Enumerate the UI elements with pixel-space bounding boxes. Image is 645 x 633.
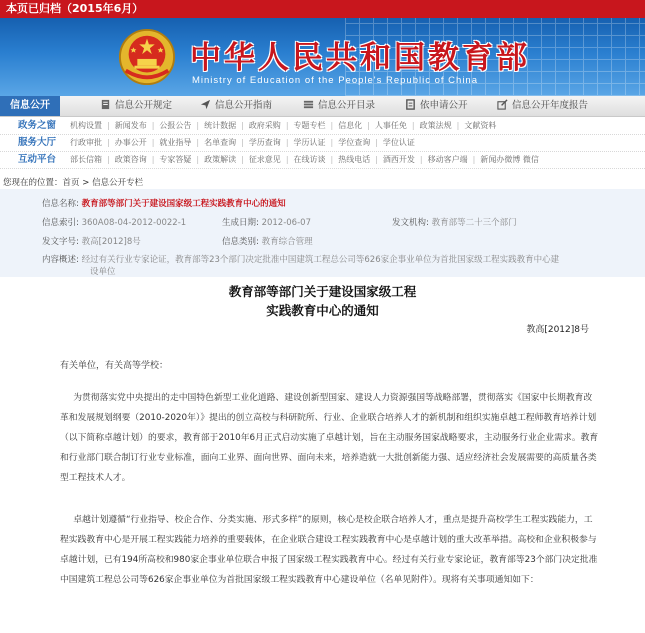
nav-link[interactable]: 酒西开发 — [382, 155, 415, 164]
archive-notice-bar — [0, 0, 645, 18]
nav-link[interactable]: 移动客户端 — [427, 155, 468, 164]
document-number: 教高[2012]8号 — [526, 325, 589, 335]
document-metadata — [0, 189, 645, 277]
nav-disclosure-rules[interactable] — [100, 96, 172, 116]
breadcrumb-current-link[interactable]: 信息公开专栏 — [92, 178, 144, 188]
nav-link[interactable]: 信息化 — [338, 121, 363, 130]
nav-disclosure-guide[interactable] — [200, 96, 272, 116]
nav-link[interactable]: 专家答疑 — [159, 155, 192, 164]
nav-row-service-hall — [0, 135, 645, 152]
nav-link[interactable]: 就业指导 — [159, 138, 192, 147]
meta-org-value: 教育部等二十三个部门 — [431, 218, 517, 228]
nav-disclosure-rules-label: 信息公开规定 — [115, 100, 173, 111]
nav-link[interactable]: 征求意见 — [248, 155, 281, 164]
nav-link[interactable]: 新闻发布 — [114, 121, 147, 130]
meta-docno-value: 教高[2012]8号 — [81, 237, 141, 247]
paper-plane-icon — [200, 99, 211, 110]
nav-link[interactable]: 统计数据 — [204, 121, 237, 130]
breadcrumb-prefix: 您现在的位置： — [3, 178, 63, 188]
nav-link[interactable]: 专题专栏 — [293, 121, 326, 130]
meta-summary — [42, 253, 559, 265]
meta-name-key: 信息名称: — [42, 199, 79, 209]
nav-row-label: 服务大厅 — [18, 137, 57, 148]
meta-summary-line1: 经过有关行业专家论证，教育部等23个部门决定批准中国建筑工程总公司等626家企事业单位为首批国家级工程实践教育中心建 — [81, 255, 560, 265]
nav-link[interactable]: 名单查询 — [204, 138, 237, 147]
meta-docno — [42, 235, 141, 247]
nav-request-disclosure-label: 依申请公开 — [420, 100, 468, 111]
meta-date-key: 生成日期: — [222, 218, 259, 228]
nav-row-links: 行政审批 | 办事公开 | 就业指导 | 名单查询 | 学历查询 | 学历认证 | 学位查询 | 学位认证 — [70, 138, 415, 147]
meta-index-value: 360A08-04-2012-0022-1 — [81, 218, 187, 228]
nav-link[interactable]: 政府采购 — [248, 121, 281, 130]
nav-annual-report-label: 信息公开年度报告 — [512, 100, 589, 111]
meta-summary-line2: 设单位 — [90, 267, 116, 277]
nav-link[interactable]: 行政审批 — [70, 138, 102, 147]
breadcrumb-home-link[interactable]: 首页 — [62, 178, 80, 188]
nav-row-links: 机构设置 | 新闻发布 | 公报公告 | 统计数据 | 政府采购 | 专题专栏 | 信息化 | 人事任免 | 政策法规 | 文献资料 — [70, 121, 497, 130]
meta-index — [42, 216, 186, 228]
breadcrumb — [3, 176, 143, 188]
meta-category — [222, 235, 313, 247]
nav-link[interactable]: 政策咨询 — [114, 155, 147, 164]
nav-annual-report[interactable] — [497, 96, 588, 116]
nav-link[interactable]: 机构设置 — [70, 121, 102, 130]
meta-date — [222, 216, 311, 228]
nav-row-label: 互动平台 — [18, 154, 57, 165]
document-title-line1: 教育部等部门关于建设国家级工程 — [228, 284, 417, 299]
meta-docno-key: 发文字号: — [42, 237, 79, 247]
nav-link[interactable]: 学位查询 — [338, 138, 371, 147]
portal-nav — [0, 118, 645, 168]
nav-disclosure-catalog-label: 信息公开目录 — [318, 100, 376, 111]
archive-notice: 本页已归档（2015年6月） — [6, 2, 144, 15]
national-emblem-icon — [118, 28, 176, 86]
nav-row-label: 政务之窗 — [18, 120, 57, 131]
meta-date-value: 2012-06-07 — [261, 218, 311, 228]
meta-category-value: 教育综合管理 — [261, 237, 313, 247]
edit-icon — [497, 99, 508, 110]
document-icon — [100, 99, 111, 110]
nav-link[interactable]: 文献资料 — [464, 121, 497, 130]
document-paragraph-1: 为贯彻落实党中央提出的走中国特色新型工业化道路、建设创新型国家、建设人力资源强国等战略部署，贯彻落实《国家中长期教育改革和发展规划纲要（2010-2020年）》提出的创立高校与科研院所、行业、企业联合培养人才的新机制和组织实施卓越工程师教育培养计划（以下简称卓越计划）的要求，教育部于2010年6月正式启动实施了卓越计划，旨在主动服务国家战略要求，主动服务行业企业需求。教育和行业部门联合制订行业专业标准，面向工业界、面向世界、面向未来，培养造就一大批创新能力强、适应经济社会发展需要的高质量各类型工程技术人才。 — [60, 393, 599, 483]
nav-row-interactive-platform — [0, 152, 645, 169]
nav-link[interactable]: 政策解读 — [204, 155, 237, 164]
list-icon — [303, 99, 314, 110]
meta-name — [42, 197, 286, 209]
nav-link[interactable]: 在线访谈 — [293, 155, 326, 164]
nav-link[interactable]: 公报公告 — [159, 121, 192, 130]
nav-request-disclosure[interactable] — [405, 96, 468, 116]
form-icon — [405, 99, 416, 110]
nav-link[interactable]: 政策法规 — [419, 121, 452, 130]
nav-link[interactable]: 学历认证 — [293, 138, 326, 147]
document-title-line2: 实践教育中心的通知 — [266, 303, 379, 318]
nav-link[interactable]: 办事公开 — [114, 138, 147, 147]
nav-link[interactable]: 部长信箱 — [70, 155, 102, 164]
nav-disclosure-catalog[interactable] — [303, 96, 375, 116]
info-disclosure-label: 信息公开 — [0, 96, 60, 116]
nav-link[interactable]: 热线电话 — [338, 155, 371, 164]
nav-link[interactable]: 学位认证 — [382, 138, 415, 147]
info-disclosure-nav — [0, 96, 645, 117]
nav-row-government-window — [0, 118, 645, 135]
document-paragraph-2: 卓越计划遵循“行业指导、校企合作、分类实施、形式多样”的原则，核心是校企联合培养人才，重点是提升高校学生工程实践能力，工程实践教育中心是开展工程实践能力培养的重要载体，在企业联合建设工程实践教育中心是卓越计划的重大改革举措。高校和企业积极参与卓越计划，已有194所高校和980家企事业单位联合申报了国家级工程实践教育中心。经过有关行业专家论证，教育部等23个部门决定批准中国建筑工程总公司等626家企事业单位为首批国家级工程实践教育中心建设单位（名单见附件）。现将有关事项通知如下： — [60, 515, 598, 585]
site-subtitle: Ministry of Education of the People's Republic of China — [192, 75, 478, 86]
nav-link[interactable]: 新闻办微博 微信 — [480, 155, 539, 164]
meta-name-value: 教育部等部门关于建设国家级工程实践教育中心的通知 — [81, 199, 286, 209]
meta-category-key: 信息类别: — [222, 237, 259, 247]
nav-link[interactable]: 人事任免 — [374, 121, 407, 130]
nav-link[interactable]: 学历查询 — [248, 138, 281, 147]
document-salutation: 有关单位，有关高等学校： — [60, 361, 169, 371]
meta-index-key: 信息索引: — [42, 218, 79, 228]
site-banner — [0, 18, 645, 96]
meta-org — [392, 216, 517, 228]
site-title: 中华人民共和国教育部 — [190, 40, 530, 76]
meta-summary-key: 内容概述: — [42, 255, 79, 265]
nav-row-links: 部长信箱 | 政策咨询 | 专家答疑 | 政策解读 | 征求意见 | 在线访谈 | 热线电话 | 酒西开发 | 移动客户端 | 新闻办微博 微信 — [70, 155, 539, 164]
nav-disclosure-guide-label: 信息公开指南 — [215, 100, 273, 111]
breadcrumb-separator: > — [82, 178, 90, 188]
meta-org-key: 发文机构: — [392, 218, 429, 228]
meta-summary-cont — [90, 265, 116, 277]
